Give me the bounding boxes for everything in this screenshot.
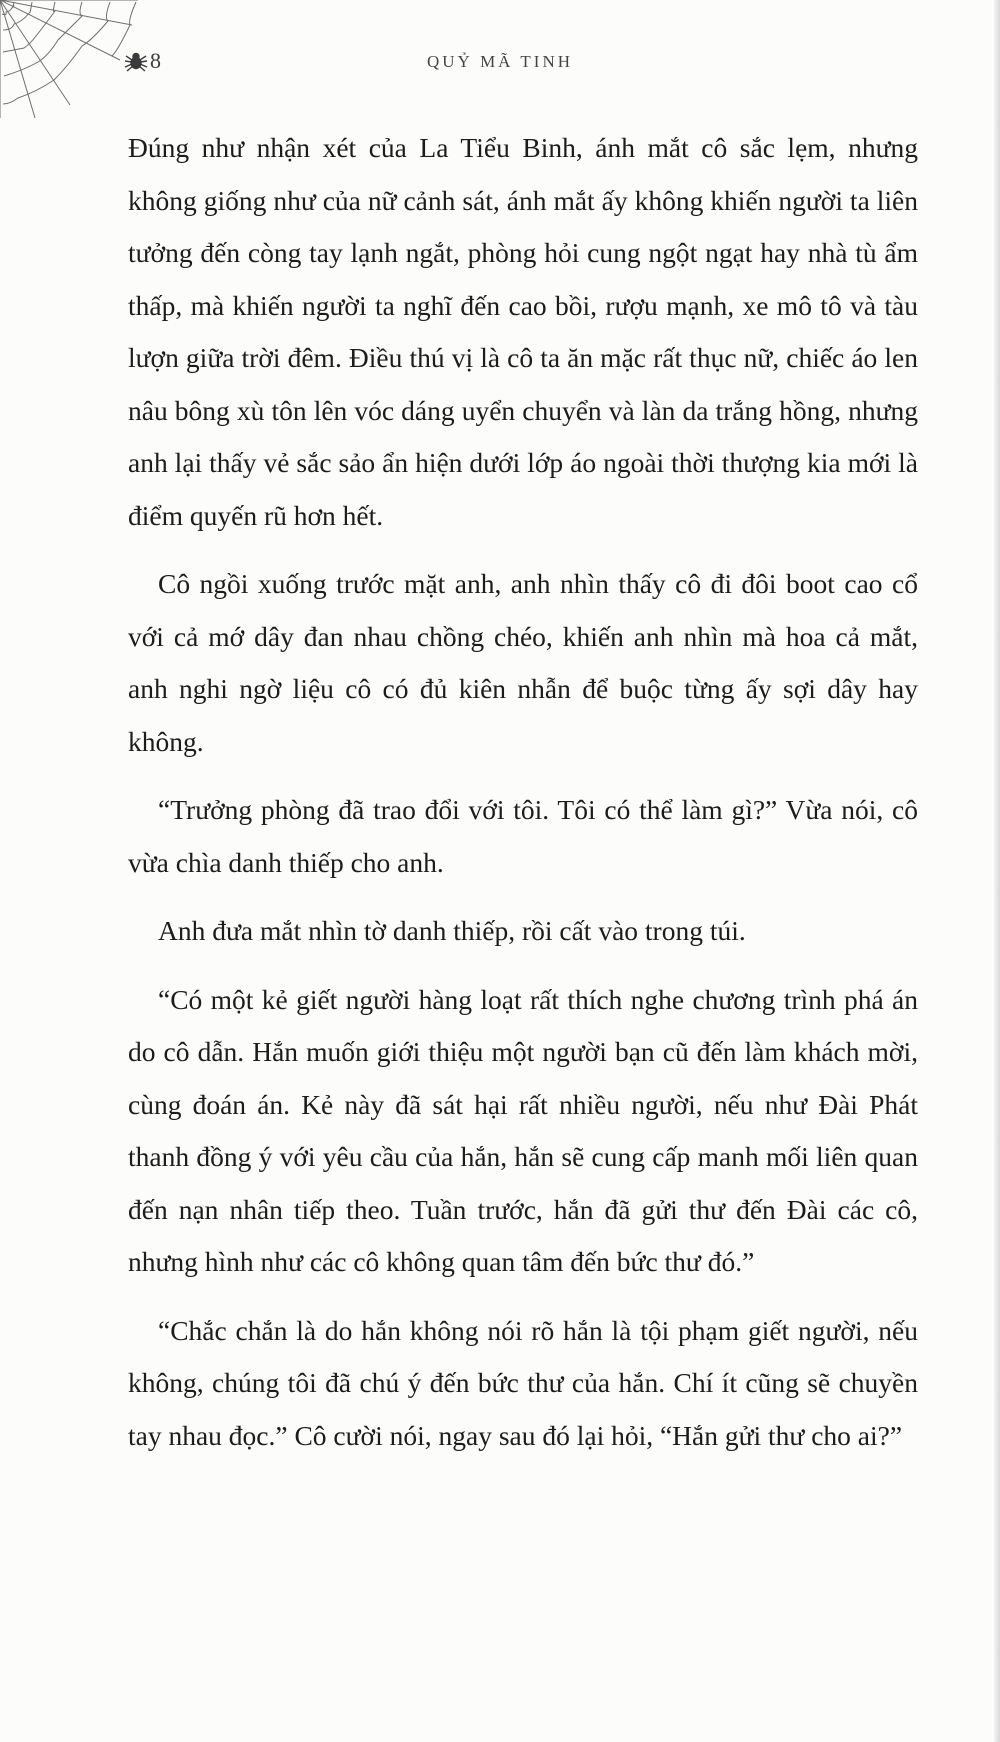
- running-header-title: QUỶ MÃ TINH: [426, 52, 573, 71]
- paragraph: Anh đưa mắt nhìn tờ danh thiếp, rồi cất vào trong túi.: [158, 915, 746, 946]
- paragraph: “Có một kẻ giết người hàng loạt rất thích nghe chương trình phá án do cô dẫn. Hắn muốn giới thiệu một người bạn cũ đến làm khách mời, cùng đoán án. Kẻ này đã sát hại rất nhiều người, nếu như Đài Phát thanh đồng ý với yêu cầu của hắn, hắn sẽ cung cấp manh mối liên quan đến nạn nhân tiếp theo. Tuần trước, hắn đã gửi thư đến Đài các cô, nhưng hình như các cô không quan tâm đến bức thư đó.”: [128, 983, 918, 1277]
- body-text: [128, 122, 918, 1462]
- page-header: [0, 44, 1000, 84]
- paragraph: “Chắc chắn là do hắn không nói rõ hắn là tội phạm giết người, nếu không, chúng tôi đã chú ý đến bức thư của hắn. Chí ít cũng sẽ chuyền tay nhau đọc.” Cô cười nói, ngay sau đó lại hỏi, “Hắn gửi thư cho ai?”: [128, 1314, 918, 1451]
- paragraph: Đúng như nhận xét của La Tiểu Binh, ánh mắt cô sắc lẹm, nhưng không giống như của nữ cảnh sát, ánh mắt ấy không khiến người ta liên tưởng đến còng tay lạnh ngắt, phòng hỏi cung ngột ngạt hay nhà tù ẩm thấp, mà khiến người ta nghĩ đến cao bồi, rượu mạnh, xe mô tô và tàu lượn giữa trời đêm. Điều thú vị là cô ta ăn mặc rất thục nữ, chiếc áo len nâu bông xù tôn lên vóc dáng uyển chuyển và làn da trắng hồng, nhưng anh lại thấy vẻ sắc sảo ẩn hiện dưới lớp áo ngoài thời thượng kia mới là điểm quyến rũ hơn hết.: [128, 132, 918, 531]
- spider-icon: [124, 50, 148, 72]
- page-number: 8: [150, 48, 161, 73]
- paragraph: “Trưởng phòng đã trao đổi với tôi. Tôi có thể làm gì?” Vừa nói, cô vừa chìa danh thiếp cho anh.: [128, 794, 918, 878]
- paragraph: Cô ngồi xuống trước mặt anh, anh nhìn thấy cô đi đôi boot cao cổ với cả mớ dây đan nhau chồng chéo, khiến anh nhìn mà hoa cả mắt, anh nghi ngờ liệu cô có đủ kiên nhẫn để buộc từng ấy sợi dây hay không.: [128, 568, 918, 757]
- page-edge: [994, 0, 1000, 1742]
